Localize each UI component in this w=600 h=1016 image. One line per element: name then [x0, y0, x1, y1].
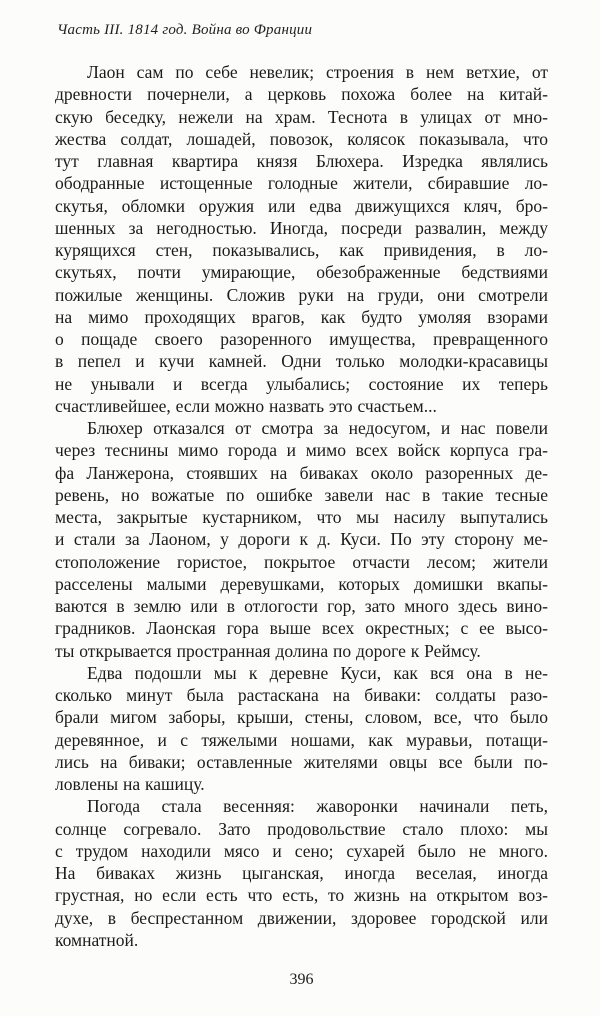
text-line: в пепел и кучи камней. Одни только молодки-красавицы — [55, 351, 548, 372]
text-line: Погода стала весенняя: жаворонки начинали петь, — [87, 796, 548, 817]
text-line: через теснины мимо города и мимо всех войск корпуса гра- — [55, 440, 548, 461]
text-line: скую беседку, нежели на храм. Теснота в улицах от мно- — [55, 106, 548, 127]
text-line: шенных за негодностью. Иногда, посреди развалин, между — [55, 217, 548, 238]
paragraph-3 — [55, 662, 548, 796]
text-line: ободранные истощенные голодные жители, сбиравшие ло- — [55, 173, 548, 194]
text-line: и стали за Лаоном, у дороги к д. Куси. По эту сторону ме- — [55, 529, 548, 550]
text-line: брали мигом заборы, крыши, стены, словом, все, что было — [55, 707, 548, 728]
text-line: духе, в беспрестанном движении, здоровее городской или — [55, 907, 548, 928]
text-line: места, закрытые кустарником, что мы насилу выпутались — [55, 507, 548, 527]
text-line: тут главная квартира князя Блюхера. Изредка являлись — [55, 151, 548, 171]
text-line: с трудом находили мясо и сено; сухарей было не много. — [55, 840, 548, 861]
text-line: фа Ланжерона, стоявших на биваках около разоренных де- — [55, 462, 548, 483]
text-line: о пощаде своего разоренного имущества, превращенного — [55, 329, 548, 349]
text-line: На биваках жизнь цыганская, иногда веселая, иногда — [55, 863, 548, 883]
text-line: комнатной. — [55, 929, 139, 950]
text-line: грустная, но если есть что есть, то жизнь на открытом воз- — [55, 885, 548, 906]
text-line: не унывали и всегда улыбались; состояние их теперь — [55, 373, 548, 394]
text-line: на мимо проходящих врагов, как будто умоляя взорами — [55, 306, 548, 327]
text-line: счастливейшее, если можно назвать это счастьем... — [55, 395, 437, 416]
text-line: сколько минут была растаскана на биваки: солдаты разо- — [55, 685, 548, 705]
page-number: 396 — [289, 971, 314, 988]
text-line: скутьях, почти умирающие, обезображенные бедствиями — [55, 262, 548, 283]
text-line: скутья, обломки оружия или едва движущихся кляч, бро- — [55, 195, 548, 216]
text-line: Блюхер отказался от смотра за недосугом, и нас повели — [87, 418, 548, 438]
text-line: Лаон сам по себе невелик; строения в нем ветхие, от — [87, 62, 548, 82]
text-line: лись на биваки; оставленные жителями овцы все были по- — [55, 751, 548, 772]
text-line: ты открывается пространная долина по дороге к Реймсу. — [55, 640, 481, 661]
text-line: пожилые женщины. Сложив руки на груди, они смотрели — [55, 284, 548, 305]
running-header: Часть III. 1814 год. Война во Франции — [57, 22, 313, 38]
paragraph-2 — [55, 417, 548, 662]
paragraph-1 — [55, 61, 548, 417]
text-line: стоположение гористое, покрытое отчасти лесом; жители — [55, 551, 548, 572]
text-line: ловлены на кашицу. — [55, 774, 205, 794]
text-line: жества солдат, лошадей, повозок, колясок показывала, что — [55, 128, 548, 149]
text-block — [55, 61, 548, 951]
text-line: солнце согревало. Зато продовольствие стало плохо: мы — [55, 818, 548, 839]
text-line: градников. Лаонская гора выше всех окрестных; с ее высо- — [55, 618, 548, 639]
text-line: деревянное, и с тяжелыми ношами, как муравьи, потащи- — [55, 729, 548, 750]
text-line: курящихся стен, показывались, как привидения, в ло- — [55, 240, 548, 260]
text-line: древности почернели, а церковь похожа более на китай- — [55, 84, 548, 105]
paragraph-4 — [55, 795, 548, 951]
text-line: ваются в землю или в отлогости гор, зато много здесь вино- — [55, 596, 548, 616]
text-line: ревень, но вожатые по ошибке завели нас в такие тесные — [55, 484, 548, 505]
text-line: Едва подошли мы к деревне Куси, как вся она в не- — [87, 662, 548, 683]
text-line: расселены малыми деревушками, которых домишки вкапы- — [55, 573, 548, 594]
